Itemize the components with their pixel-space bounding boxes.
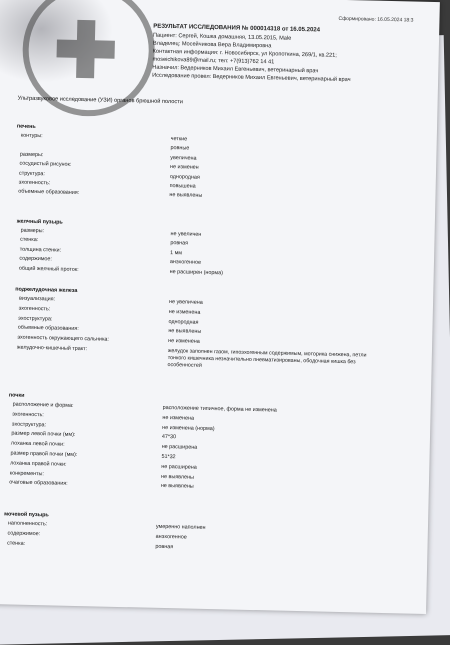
field-value: желудок заполнен газом, гипоэхогенным содержимым, моторика снижена, петли тонкого кишечника незначительно пневматизированы, ободочная кишка без особенностей <box>167 348 367 369</box>
field-label: расположение и форма: <box>12 401 74 409</box>
logo-cross-horizontal <box>57 39 115 58</box>
field-value: повышена <box>169 183 196 190</box>
section-heading: почки <box>8 392 25 399</box>
performed-by-line: Исследование провел: Ведерников Михаил Евгеньевич, ветеринарный врач <box>152 72 351 84</box>
section-heading: печень <box>16 123 36 130</box>
field-value: не выявлены <box>168 328 202 336</box>
field-label: общий желчный проток: <box>18 265 79 273</box>
field-value: не расширена <box>161 444 198 451</box>
field-label: стенка: <box>7 540 26 548</box>
field-value: четкие <box>170 136 188 143</box>
field-value: ровные <box>170 145 190 152</box>
field-value: не увеличена <box>168 299 203 306</box>
field-value: 1 мм <box>170 249 183 257</box>
field-value: ровная <box>155 544 174 551</box>
field-label: содержимое: <box>7 530 41 538</box>
report-title: РЕЗУЛЬТАТ ИССЛЕДОВАНИЯ № 000014318 от 16.05.2024 <box>153 23 321 34</box>
field-label: эхогенность: <box>12 411 44 419</box>
field-label: сосудистый рисунок: <box>19 160 72 168</box>
field-label: размеры: <box>19 151 44 158</box>
field-label: эхогенность: <box>18 305 51 313</box>
field-label: лоханка правой почки: <box>10 460 67 468</box>
study-title: Ультразвуковое исследование (УЗИ) органов брюшной полости <box>17 95 183 106</box>
field-value: 51*32 <box>161 453 176 461</box>
field-value: однородная <box>169 173 200 181</box>
patient-line: Пациент: Сергей, Кошка домашняя, 13.05.2015, Male <box>152 32 292 42</box>
field-label: стенка: <box>20 237 39 244</box>
field-label: объемные образования: <box>17 325 79 333</box>
field-label: размеры: <box>20 227 45 235</box>
field-label: размер правой почки (мм): <box>10 450 78 459</box>
field-value: анэхогенное <box>169 259 202 266</box>
field-value: не изменен <box>170 164 199 171</box>
field-value: не выявлены <box>160 473 194 481</box>
field-label: визуализация: <box>18 295 56 303</box>
field-value: увеличена <box>170 154 197 162</box>
field-value: не расширена <box>161 463 197 471</box>
field-label: эхогенность окружающего сальника: <box>17 334 110 343</box>
field-label: лоханка левой почки: <box>10 440 65 448</box>
field-value: не изменена <box>162 414 195 422</box>
field-label: объемные образования: <box>18 188 80 197</box>
field-label: желудочно-кишечный тракт: <box>16 344 88 353</box>
field-label: конкременты: <box>9 470 45 477</box>
signed-timestamp: Сформировано: 16.05.2024 18:3 <box>338 15 414 24</box>
field-label: размер левой почки (мм): <box>11 430 76 439</box>
field-value: не изменена (норма) <box>162 424 215 432</box>
assigned-by-line: Назначил: Ведерников Михаил Евгеньевич, ветеринарный врач <box>152 64 319 75</box>
field-label: очаговые образования: <box>9 479 68 488</box>
field-value: не изменена <box>168 338 200 345</box>
field-value: расположение типичное, форма не изменена <box>162 404 277 414</box>
field-label: эхоструктура: <box>11 421 47 428</box>
owner-line: Владелец: Мосейчикова Вера Владимировна <box>152 40 272 50</box>
field-label: содержимое: <box>19 255 52 263</box>
field-value: не изменена <box>168 308 201 316</box>
contact-line: Контактная информация: г. Новосибирск, ул Кропоткина, 269/1, кв.221; <box>152 48 337 59</box>
field-value: 47*30 <box>161 434 177 441</box>
section-heading: поджелудочная железа <box>15 286 78 294</box>
field-label: толщина стенки: <box>19 246 62 254</box>
field-label: эхогенность: <box>18 179 51 187</box>
field-value: не выявлены <box>169 192 203 200</box>
field-label: эхоструктура: <box>18 315 53 323</box>
field-value: анэхогенное <box>155 533 187 541</box>
field-value: не выявлены <box>160 483 194 491</box>
email-phone-line: moseichikova89@mail.ru; тел: +7(913)762 14 41 <box>152 56 275 66</box>
section-heading: желчный пузырь <box>16 218 63 226</box>
field-label: структура: <box>19 170 46 177</box>
field-value: умеренно наполнен <box>155 523 206 531</box>
field-value: не увеличен <box>170 231 202 238</box>
field-value: не расширен (норма) <box>169 268 224 276</box>
field-label: наполненность: <box>7 520 48 528</box>
field-value: однородная <box>168 318 199 326</box>
field-value: ровная <box>170 240 189 247</box>
field-label: контуры: <box>20 132 43 140</box>
section-heading: мочевой пузырь <box>4 511 49 519</box>
